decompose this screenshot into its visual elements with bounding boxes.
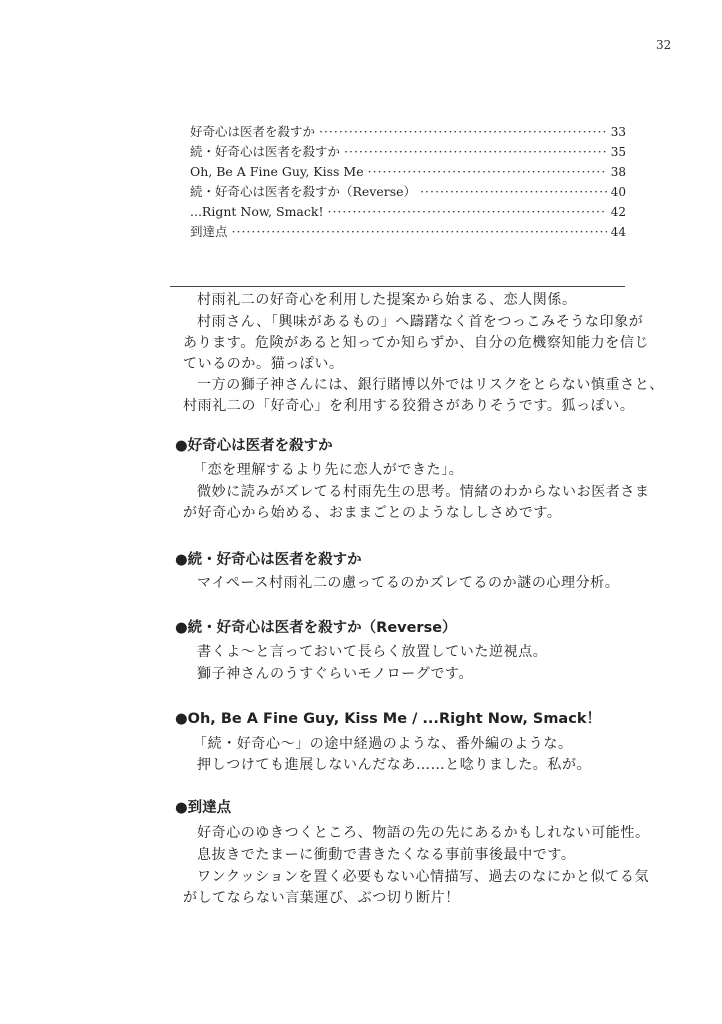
section-heading: ●続・好奇心は医者を殺すか（Reverse） xyxy=(175,620,457,636)
toc-title: Oh, Be A Fine Guy, Kiss Me xyxy=(190,164,364,179)
section-line: 好奇心のゆきつくところ、物語の先の先にあるかもしれない可能性。 xyxy=(197,825,650,841)
toc-leader xyxy=(420,182,607,202)
toc-page: 44 xyxy=(610,225,626,239)
toc-page: 40 xyxy=(610,185,626,199)
section-heading: ●好奇心は医者を殺すか xyxy=(175,438,333,454)
section-line: が好奇心から始める、おままごとのようなししさめです。 xyxy=(183,505,562,521)
section-line: がしてならない言葉運び、ぶつ切り断片！ xyxy=(183,890,460,906)
divider xyxy=(170,286,625,287)
section-line: 獅子神さんのうすぐらいモノローグです。 xyxy=(197,666,474,682)
intro-line: 一方の獅子神さんには、銀行賭博以外ではリスクをとらない慎重さと、 xyxy=(197,377,664,393)
toc-title: 続・好奇心は医者を殺すか xyxy=(190,144,341,159)
table-of-contents xyxy=(190,122,626,242)
page-number: 32 xyxy=(656,38,672,52)
toc-entry xyxy=(190,162,626,182)
toc-page: 38 xyxy=(610,165,626,179)
toc-title: 到達点 xyxy=(190,224,228,239)
section-heading: ●続・好奇心は医者を殺すか xyxy=(175,552,362,568)
toc-leader xyxy=(344,142,607,162)
section-line: マイペース村雨礼二の慮ってるのかズレてるのか謎の心理分析。 xyxy=(197,575,620,591)
toc-title: ...Rignt Now, Smack! xyxy=(190,204,324,219)
intro-line: 村雨さん、「興味があるもの」へ躊躇なく首をつっこみそうな印象が xyxy=(197,314,644,330)
toc-leader xyxy=(327,202,606,222)
toc-title: 好奇心は医者を殺すか xyxy=(190,124,316,139)
intro-line: 村雨礼二の好奇心を利用した提案から始まる、恋人関係。 xyxy=(197,292,577,308)
section-line: 息抜きでたまーに衝動で書きたくなる事前事後最中です。 xyxy=(197,847,576,863)
toc-leader xyxy=(319,122,607,142)
toc-leader xyxy=(368,162,607,182)
intro-line: あります。危険があると知ってか知らずか、自分の危機察知能力を信じ xyxy=(183,335,650,351)
toc-page: 35 xyxy=(610,145,626,159)
toc-title: 続・好奇心は医者を殺すか（Reverse） xyxy=(190,184,417,199)
section-heading: ●到達点 xyxy=(175,800,232,816)
section-line: 「恋を理解するより先に恋人ができた」。 xyxy=(193,462,464,478)
toc-entry xyxy=(190,202,626,222)
toc-page: 42 xyxy=(610,205,626,219)
section-line: 押しつけても進展しないんだなあ……と唸りました。私が。 xyxy=(197,757,592,773)
section-line: 微妙に読みがズレてる村雨先生の思考。情緒のわからないお医者さま xyxy=(197,484,650,500)
toc-entry xyxy=(190,142,626,162)
section-line: 書くよ〜と言っておいて長らく放置していた逆視点。 xyxy=(197,644,548,660)
toc-leader xyxy=(232,222,607,242)
section-line: ワンクッションを置く必要もない心情描写、過去のなにかと似てる気 xyxy=(197,869,650,885)
toc-entry xyxy=(190,182,626,202)
intro-line: 村雨礼二の「好奇心」を利用する狡猾さがありそうです。狐っぽい。 xyxy=(183,398,635,414)
intro-line: ているのか。猫っぽい。 xyxy=(183,356,344,372)
toc-entry xyxy=(190,122,626,142)
toc-entry xyxy=(190,222,626,242)
section-heading: ●Oh, Be A Fine Guy, Kiss Me / ...Right Now, Smack！ xyxy=(175,711,601,727)
section-line: 「続・好奇心〜」の途中経過のような、番外編のような。 xyxy=(193,736,573,752)
toc-page: 33 xyxy=(610,125,626,139)
